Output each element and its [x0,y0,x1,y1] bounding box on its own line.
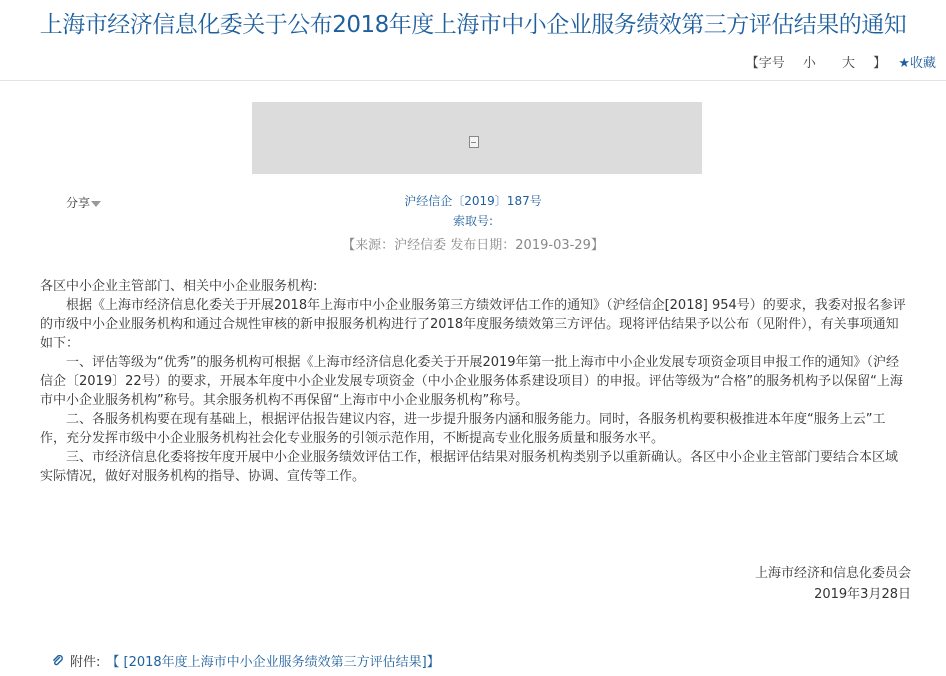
body-paragraph: 根据《上海市经济信息化委关于开展2018年上海市中小企业服务第三方绩效评估工作的通知》（沪经信企[2018] 954号）的要求，我委对报名参评的市级中小企业服务机构和通过合规性审核的新申报服务机构进行了2018年度服务绩效第三方评估。现将评估结果予以公布（见附件），有关事项通知如下： [40,298,906,351]
font-small-button[interactable]: 小 [802,56,816,71]
source-date-meta: 【来源：沪经信委 发布日期：2019-03-29】 [342,238,604,253]
signature-org: 上海市经济和信息化委员会 [754,566,911,581]
favorite-button[interactable] [898,52,936,71]
document-number: 沪经信企〔2019〕187号 [404,194,542,208]
font-large-button[interactable]: 大 [842,56,856,71]
image-icon [469,136,479,148]
banner-image-placeholder [252,102,702,174]
salutation: 各区中小企业主管部门、相关中小企业服务机构: [40,279,318,294]
star-icon: ★ [898,56,910,71]
signature-block [755,563,911,605]
article-body [40,277,910,486]
font-size-close-bracket: 】 [873,56,887,71]
favorite-label: 收藏 [909,56,936,71]
toolbar [746,52,936,71]
attachment-link[interactable]: 【 [2018年度上海市中小企业服务绩效第三方评估结果]】 [106,655,440,670]
header-divider [0,80,946,81]
attachment-label: 附件: [70,655,101,670]
body-paragraph: 二、各服务机构要在现有基础上，根据评估报告建议内容，进一步提升服务内涵和服务能力。同时，各服务机构要积极推进本年度“服务上云”工作，充分发挥市级中小企业服务机构社会化专业服务的引领示范作用，不断提高专业化服务质量和服务水平。 [40,412,886,446]
body-paragraph: 一、评估等级为“优秀”的服务机构可根据《上海市经济信息化委关于开展2019年第一批上海市中小企业发展专项资金项目申报工作的通知》（沪经信企〔2019〕22号）的要求，开展本年度中小企业发展专项资金（中小企业服务体系建设项目）的申报。评估等级为“合格”的服务机构予以保留“上海市中小企业服务机构”称号。其余服务机构不再保留“上海市中小企业服务机构”称号。 [40,355,903,408]
page-title: 上海市经济信息化委关于公布2018年度上海市中小企业服务绩效第三方评估结果的通知 [39,12,907,38]
font-size-label: 【字号 [745,56,785,71]
index-number: 索取号: [452,214,494,228]
attachment-row [52,651,440,670]
signature-date: 2019年3月28日 [814,587,911,602]
paperclip-icon [52,655,64,667]
body-paragraph: 三、市经济信息化委将按年度开展中小企业服务绩效评估工作，根据评估结果对服务机构类别予以重新确认。各区中小企业主管部门要结合本区域实际情况，做好对服务机构的指导、协调、宣传等工作。 [40,450,899,484]
share-label: 分享 [66,196,91,210]
